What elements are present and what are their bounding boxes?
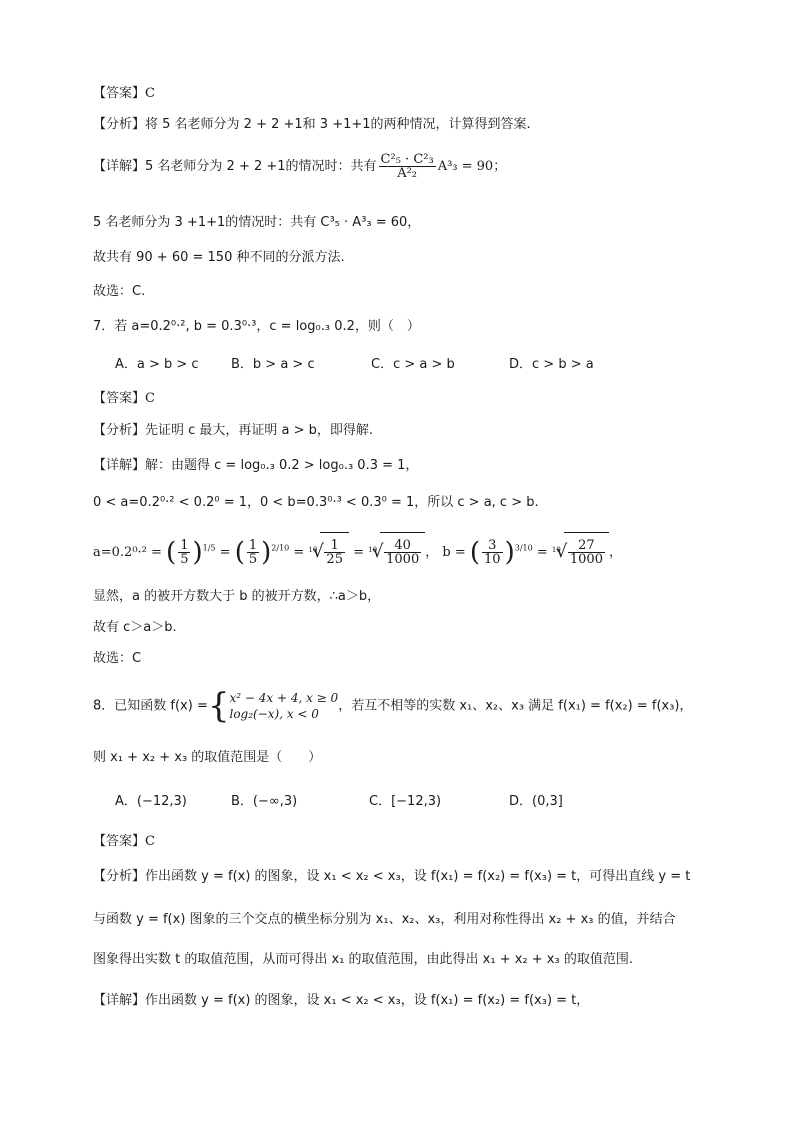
detail-line-8 — [93, 991, 589, 1011]
body-text: 故选：C. — [93, 284, 146, 299]
fraction-numerator: C²₅ · C²₃ — [380, 152, 434, 167]
question-7 — [93, 317, 420, 337]
question-7-options — [115, 355, 594, 375]
option-c: C．[−12,3) — [369, 794, 442, 809]
body-text: 故选：C — [93, 651, 142, 666]
radical: 10 √ $\frac{40}{1000}$ — [368, 532, 425, 573]
body-line — [93, 618, 177, 638]
answer-value: C — [145, 834, 155, 849]
question-8-options — [115, 792, 563, 812]
math-a: a=0.2⁰·² — [93, 545, 147, 560]
answer-line-8 — [93, 832, 155, 852]
answer-tag: 【答案】 — [93, 834, 146, 849]
detail-post: A³₃ = 90； — [437, 159, 507, 174]
question-8: 8．已知函数 f(x) ={ x² − 4x + 4, x ≥ 0 log₂(−x), x < 0 ，若互不相等的实数 x₁、x₂、x₃ 满足 f(x₁) = f(x₂) = f(x₃)， — [93, 686, 693, 726]
analysis-line-7 — [93, 421, 373, 441]
analysis-text: 先证明 c 最大，再证明 a > b，即得解. — [145, 423, 374, 438]
body-text: 与函数 y = f(x) 图象的三个交点的横坐标分别为 x₁、x₂、x₃，利用对称性得出 x₂ + x₃ 的值，并结合 — [93, 912, 676, 927]
body-text: 图象得出实数 t 的取值范围，从而可得出 x₁ 的取值范围，由此得出 x₁ + x₂ + x₃ 的取值范围. — [93, 952, 633, 967]
answer-line-6 — [93, 84, 155, 104]
answer-tag: 【答案】 — [93, 86, 146, 101]
option-d: D．c > b > a — [509, 357, 594, 372]
math-derivation: a=0.2⁰·² = ( $\frac{1}{5}$ )$^{1/5}$ = ( $\frac{1}{5}$ )$^{2/10}$ = 10 √ $\frac{1}{25}$ = 10 √ $\frac{40}{1000}$ ， b = ( $\frac{3}{10}$ )$^{3/10}$ = 10 √ $\frac{27}{1000}$ ， — [93, 532, 622, 573]
answer-line-7 — [93, 389, 155, 409]
detail-text: 解：由题得 c = log₀.₃ 0.2 > log₀.₃ 0.3 = 1， — [145, 458, 419, 473]
analysis-tag: 【分析】 — [93, 117, 146, 132]
body-text: 故有 c＞a＞b. — [93, 620, 177, 635]
body-line — [93, 282, 145, 302]
question-text: ，若互不相等的实数 x₁、x₂、x₃ 满足 f(x₁) = f(x₂) = f(x₃)， — [338, 698, 693, 714]
question-text: 则 x₁ + x₂ + x₃ 的取值范围是（ ） — [93, 750, 322, 765]
fraction: $\frac{3}{10}$ — [484, 538, 501, 567]
detail-line-7 — [93, 456, 418, 476]
radical: 10 √ $\frac{27}{1000}$ — [552, 532, 609, 573]
answer-tag: 【答案】 — [93, 391, 146, 406]
answer-value: C — [145, 86, 155, 101]
piecewise-cases: x² − 4x + 4, x ≥ 0 log₂(−x), x < 0 — [229, 691, 339, 721]
body-text: 故共有 90 + 60 = 150 种不同的分派方法. — [93, 250, 345, 265]
exponent: 1/5 — [202, 543, 216, 553]
body-line — [93, 213, 420, 233]
fraction — [379, 153, 436, 180]
question-text: 7．若 a=0.2⁰·², b = 0.3⁰·³，c = log₀.₃ 0.2，则（ ） — [93, 319, 420, 334]
exponent: 3/10 — [514, 543, 533, 553]
option-a: A．(−12,3) — [115, 794, 187, 809]
body-line — [93, 493, 539, 513]
detail-tag: 【详解】 — [93, 159, 146, 174]
analysis-line-6 — [93, 115, 531, 135]
body-text: 5 名老师分为 3 +1+1的情况时：共有 C³₅ · A³₃ = 60， — [93, 215, 421, 230]
option-a: A．a > b > c — [115, 357, 199, 372]
option-b: B．b > a > c — [231, 357, 315, 372]
analysis-text: 作出函数 y = f(x) 的图象，设 x₁ < x₂ < x₃，设 f(x₁) = f(x₂) = f(x₃) = t，可得出直线 y = t — [145, 869, 691, 884]
math-b: b = — [442, 545, 466, 560]
question-8-line-2 — [93, 748, 321, 768]
analysis-text: 将 5 名老师分为 2 + 2 +1和 3 +1+1的两种情况，计算得到答案. — [145, 117, 531, 132]
analysis-tag: 【分析】 — [93, 423, 146, 438]
detail-line-6 — [93, 153, 506, 180]
body-line — [93, 587, 380, 607]
fraction: $\frac{1}{5}$ — [180, 538, 189, 567]
analysis-line-8 — [93, 867, 690, 887]
option-c: C．c > a > b — [371, 357, 455, 372]
exponent: 2/10 — [271, 543, 290, 553]
question-text: 8．已知函数 f(x) = — [93, 698, 208, 714]
body-text: 显然，a 的被开方数大于 b 的被开方数，∴a＞b， — [93, 589, 381, 604]
answer-value: C — [145, 391, 155, 406]
body-line — [93, 910, 676, 930]
detail-text: 作出函数 y = f(x) 的图象，设 x₁ < x₂ < x₃，设 f(x₁) = f(x₂) = f(x₃) = t， — [145, 993, 590, 1008]
body-line — [93, 248, 345, 268]
detail-tag: 【详解】 — [93, 458, 146, 473]
detail-tag: 【详解】 — [93, 993, 146, 1008]
fraction-denominator: A²₂ — [397, 166, 418, 181]
body-line — [93, 649, 141, 669]
option-b: B．(−∞,3) — [231, 794, 298, 809]
radical: 10 √ $\frac{1}{25}$ — [308, 532, 349, 573]
analysis-tag: 【分析】 — [93, 869, 146, 884]
option-d: D．(0,3] — [509, 794, 563, 809]
body-line — [93, 950, 633, 970]
fraction: $\frac{1}{5}$ — [248, 538, 258, 567]
detail-pre: 5 名老师分为 2 + 2 +1的情况时：共有 — [145, 159, 377, 174]
body-text: 0 < a=0.2⁰·² < 0.2⁰ = 1，0 < b=0.3⁰·³ < 0.3⁰ = 1，所以 c > a, c > b. — [93, 495, 539, 510]
